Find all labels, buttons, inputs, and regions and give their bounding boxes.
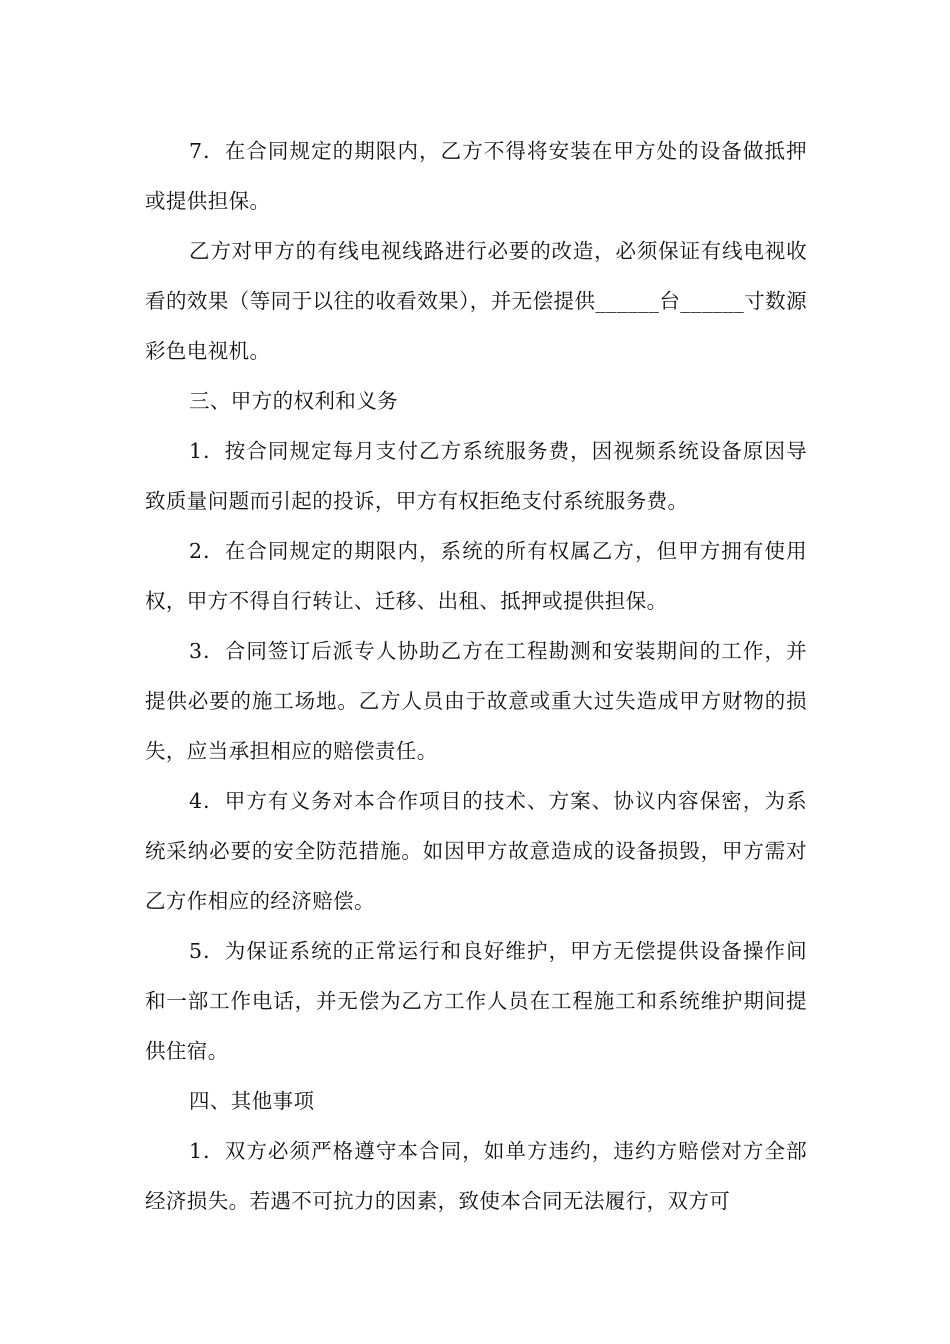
document-body	[145, 126, 807, 1226]
party-a-clause-3: 3．合同签订后派专人协助乙方在工程勘测和安装期间的工作，并提供必要的施工场地。乙方人员由于故意或重大过失造成甲方财物的损失，应当承担相应的赔偿责任。	[145, 639, 807, 763]
tv-upgrade-paragraph: 乙方对甲方的有线电视线路进行必要的改造，必须保证有线电视收看的效果（等同于以往的收看效果），并无偿提供______台______寸数源彩色电视机。	[145, 239, 807, 363]
section-three-heading: 三、甲方的权利和义务	[189, 389, 398, 413]
party-a-clause-4: 4．甲方有义务对本合作项目的技术、方案、协议内容保密，为系统采纳必要的安全防范措施。如因甲方故意造成的设备损毁，甲方需对乙方作相应的经济赔偿。	[145, 789, 807, 913]
party-a-clause-2: 2．在合同规定的期限内，系统的所有权属乙方，但甲方拥有使用权，甲方不得自行转让、迁移、出租、抵押或提供担保。	[145, 539, 807, 613]
clause-7-paragraph: 7．在合同规定的期限内，乙方不得将安装在甲方处的设备做抵押或提供担保。	[145, 139, 807, 213]
other-matters-clause-1: 1．双方必须严格遵守本合同，如单方违约，违约方赔偿对方全部经济损失。若遇不可抗力的因素，致使本合同无法履行，双方可	[145, 1139, 807, 1213]
section-four-heading: 四、其他事项	[189, 1089, 315, 1113]
party-a-clause-5: 5．为保证系统的正常运行和良好维护，甲方无偿提供设备操作间和一部工作电话，并无偿为乙方工作人员在工程施工和系统维护期间提供住宿。	[145, 939, 807, 1063]
party-a-clause-1: 1．按合同规定每月支付乙方系统服务费，因视频系统设备原因导致质量问题而引起的投诉，甲方有权拒绝支付系统服务费。	[145, 439, 807, 513]
